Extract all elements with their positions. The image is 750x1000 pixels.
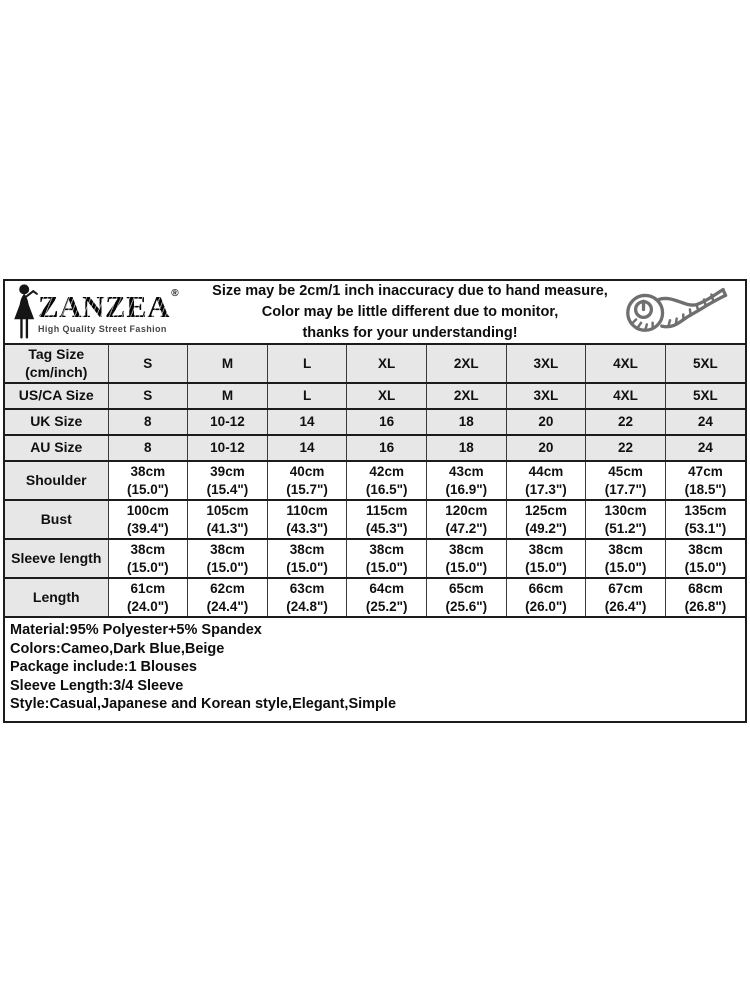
cell-value: (18.5") xyxy=(684,481,727,497)
brand-logo xyxy=(11,283,207,341)
cell-length-xl xyxy=(347,578,427,616)
cell-value: L xyxy=(302,388,312,404)
size-table xyxy=(5,345,745,616)
measuring-tape-icon xyxy=(613,283,737,341)
cell-value: 22 xyxy=(618,440,634,456)
cell-bust-xl xyxy=(347,500,427,539)
cell-shoulder-2xl xyxy=(427,461,507,500)
cell-us-ca-size-s xyxy=(108,383,188,409)
cell-value: 38cm xyxy=(130,464,166,479)
cell-value: (41.3") xyxy=(206,520,249,536)
cell-value: (51.2") xyxy=(604,520,647,536)
cell-length-4xl xyxy=(586,578,666,616)
cell-uk-size-l xyxy=(267,409,347,435)
cell-value: 42cm xyxy=(369,464,404,479)
cell-value: (15.0") xyxy=(126,559,169,575)
row-label-line: US/CA Size xyxy=(18,387,94,404)
table-row-bust xyxy=(5,500,745,539)
cell-value: 4XL xyxy=(613,388,638,404)
cell-value: 8 xyxy=(144,440,152,456)
cell-bust-2xl xyxy=(427,500,507,539)
cell-sleeve-length-s xyxy=(108,539,188,578)
cell-value: M xyxy=(221,388,234,404)
cell-value: (24.4") xyxy=(206,598,249,614)
cell-shoulder-xl xyxy=(347,461,427,500)
header xyxy=(5,281,745,345)
cell-value: (25.2") xyxy=(365,598,408,614)
cell-value: 65cm xyxy=(449,581,484,596)
cell-value: 44cm xyxy=(528,464,564,479)
cell-au-size-m xyxy=(188,435,268,461)
disclaimer-line-1: Size may be 2cm/1 inch inaccuracy due to hand measure, xyxy=(212,282,608,299)
cell-value: 62cm xyxy=(210,581,245,596)
cell-value: 45cm xyxy=(608,464,643,479)
cell-value: (17.3") xyxy=(525,481,567,497)
cell-length-5xl xyxy=(665,578,745,616)
row-label-line: Bust xyxy=(40,510,72,527)
cell-value: 5XL xyxy=(693,388,718,404)
cell-value: 10-12 xyxy=(210,414,245,430)
cell-au-size-3xl xyxy=(506,435,586,461)
material-line: Material:95% Polyester+5% Spandex xyxy=(10,622,262,638)
registered-trademark-mark: ® xyxy=(171,287,179,299)
cell-length-2xl xyxy=(427,578,507,616)
cell-uk-size-m xyxy=(188,409,268,435)
cell-sleeve-length-l xyxy=(267,539,347,578)
cell-value: 100cm xyxy=(126,503,169,518)
cell-shoulder-4xl xyxy=(586,461,666,500)
cell-sleeve-length-xl xyxy=(347,539,427,578)
cell-au-size-5xl xyxy=(665,435,745,461)
size-chart-panel xyxy=(3,279,747,723)
cell-value: 64cm xyxy=(369,581,404,596)
cell-value: (47.2") xyxy=(445,520,488,536)
cell-value: (25.6") xyxy=(445,598,488,614)
cell-value: 125cm xyxy=(524,503,567,518)
cell-value: (15.0") xyxy=(126,481,169,497)
cell-value: (16.5") xyxy=(365,481,408,497)
cell-value: S xyxy=(143,388,153,404)
row-label-line: Sleeve length xyxy=(11,549,102,566)
style-line: Style:Casual,Japanese and Korean style,Elegant,Simple xyxy=(10,696,397,713)
cell-tag-size-l xyxy=(267,345,347,383)
cell-value: 18 xyxy=(458,414,474,430)
brand-tagline: High Quality Street Fashion xyxy=(38,323,167,334)
cell-value: 38cm xyxy=(449,542,484,557)
colors-line: Colors:Cameo,Dark Blue,Beige xyxy=(10,640,225,657)
sleeve-length-line: Sleeve Length:3/4 Sleeve xyxy=(10,677,184,694)
disclaimer-text xyxy=(207,281,613,344)
row-label-tag-size xyxy=(5,345,108,383)
cell-value: M xyxy=(221,355,234,371)
cell-value: (15.7") xyxy=(286,481,328,497)
cell-value: 20 xyxy=(538,414,554,430)
table-row-sleeve-length xyxy=(5,539,745,578)
disclaimer-line-2: Color may be little different due to monitor, xyxy=(261,303,559,320)
cell-value: (15.0") xyxy=(365,559,408,575)
cell-value: 120cm xyxy=(445,503,488,518)
cell-uk-size-3xl xyxy=(506,409,586,435)
cell-value: 24 xyxy=(697,440,713,456)
cell-value: 38cm xyxy=(130,542,166,557)
cell-au-size-s xyxy=(108,435,188,461)
cell-uk-size-xl xyxy=(347,409,427,435)
cell-value: (15.4") xyxy=(206,481,249,497)
cell-tag-size-3xl xyxy=(506,345,586,383)
cell-shoulder-s xyxy=(108,461,188,500)
cell-us-ca-size-5xl xyxy=(665,383,745,409)
woman-silhouette-icon xyxy=(11,283,41,341)
cell-value: (53.1") xyxy=(684,520,727,536)
cell-shoulder-m xyxy=(188,461,268,500)
cell-value: (15.0") xyxy=(684,559,727,575)
cell-value: 38cm xyxy=(528,542,564,557)
cell-value: 24 xyxy=(697,414,713,430)
cell-value: 135cm xyxy=(684,503,727,518)
cell-value: (26.4") xyxy=(604,598,647,614)
table-row-uk-size xyxy=(5,409,745,435)
cell-value: 20 xyxy=(538,440,554,456)
cell-length-l xyxy=(267,578,347,616)
cell-value: 14 xyxy=(299,440,315,456)
cell-us-ca-size-xl xyxy=(347,383,427,409)
cell-value: 115cm xyxy=(366,503,408,518)
table-row-au-size xyxy=(5,435,745,461)
cell-shoulder-l xyxy=(267,461,347,500)
cell-value: (49.2") xyxy=(525,520,567,536)
cell-value: 67cm xyxy=(608,581,643,596)
cell-tag-size-2xl xyxy=(427,345,507,383)
cell-value: 16 xyxy=(379,440,395,456)
cell-tag-size-5xl xyxy=(665,345,745,383)
cell-value: (43.3") xyxy=(286,520,328,536)
cell-value: 5XL xyxy=(693,355,718,371)
cell-value: (15.0") xyxy=(604,559,647,575)
cell-value: XL xyxy=(378,388,396,404)
cell-value: (15.0") xyxy=(286,559,328,575)
cell-us-ca-size-4xl xyxy=(586,383,666,409)
cell-us-ca-size-l xyxy=(267,383,347,409)
cell-sleeve-length-4xl xyxy=(586,539,666,578)
cell-value: 38cm xyxy=(210,542,245,557)
cell-bust-5xl xyxy=(665,500,745,539)
row-label-us-ca-size xyxy=(5,383,108,409)
cell-length-s xyxy=(108,578,188,616)
cell-value: 38cm xyxy=(608,542,643,557)
cell-length-m xyxy=(188,578,268,616)
disclaimer-line-3: thanks for your understanding! xyxy=(302,324,518,341)
cell-au-size-4xl xyxy=(586,435,666,461)
cell-value: XL xyxy=(378,355,396,371)
cell-au-size-2xl xyxy=(427,435,507,461)
cell-value: 105cm xyxy=(206,503,249,518)
cell-tag-size-m xyxy=(188,345,268,383)
cell-value: (15.0") xyxy=(206,559,249,575)
table-row-shoulder xyxy=(5,461,745,500)
cell-bust-l xyxy=(267,500,347,539)
cell-value: 39cm xyxy=(210,464,245,479)
row-label-sleeve-length xyxy=(5,539,108,578)
cell-au-size-xl xyxy=(347,435,427,461)
row-label-line: AU Size xyxy=(30,439,83,456)
cell-value: (17.7") xyxy=(604,481,647,497)
cell-value: (45.3") xyxy=(365,520,408,536)
cell-value: (26.8") xyxy=(684,598,727,614)
cell-sleeve-length-2xl xyxy=(427,539,507,578)
cell-value: 3XL xyxy=(533,388,559,404)
cell-value: (24.8") xyxy=(286,598,328,614)
cell-bust-3xl xyxy=(506,500,586,539)
cell-value: (15.0") xyxy=(525,559,567,575)
cell-tag-size-s xyxy=(108,345,188,383)
cell-value: (15.0") xyxy=(445,559,488,575)
product-info xyxy=(5,616,745,721)
cell-value: (26.0") xyxy=(525,598,567,614)
cell-au-size-l xyxy=(267,435,347,461)
cell-value: 40cm xyxy=(289,464,325,479)
cell-value: 3XL xyxy=(533,355,559,371)
cell-value: S xyxy=(143,355,153,371)
cell-value: 47cm xyxy=(688,464,723,479)
cell-value: 63cm xyxy=(289,581,325,596)
cell-value: 10-12 xyxy=(210,440,245,456)
cell-shoulder-5xl xyxy=(665,461,745,500)
table-row-tag-size xyxy=(5,345,745,383)
cell-value: (16.9") xyxy=(445,481,488,497)
cell-uk-size-4xl xyxy=(586,409,666,435)
cell-us-ca-size-2xl xyxy=(427,383,507,409)
cell-uk-size-s xyxy=(108,409,188,435)
row-label-line: Tag Size xyxy=(28,346,85,362)
cell-sleeve-length-5xl xyxy=(665,539,745,578)
cell-bust-4xl xyxy=(586,500,666,539)
cell-value: 8 xyxy=(144,414,152,430)
package-line: Package include:1 Blouses xyxy=(10,659,197,676)
cell-sleeve-length-3xl xyxy=(506,539,586,578)
cell-value: 4XL xyxy=(613,355,638,371)
row-label-shoulder xyxy=(5,461,108,500)
row-label-line: UK Size xyxy=(30,413,83,430)
row-label-bust xyxy=(5,500,108,539)
row-label-line: Shoulder xyxy=(25,471,87,488)
cell-value: 2XL xyxy=(453,388,479,404)
cell-value: 130cm xyxy=(604,503,647,518)
cell-uk-size-5xl xyxy=(665,409,745,435)
size-table-body xyxy=(5,345,745,616)
cell-uk-size-2xl xyxy=(427,409,507,435)
cell-value: 14 xyxy=(299,414,315,430)
cell-bust-s xyxy=(108,500,188,539)
row-label-uk-size xyxy=(5,409,108,435)
row-label-length xyxy=(5,578,108,616)
cell-value: 68cm xyxy=(688,581,723,596)
row-label-line: Length xyxy=(32,588,80,605)
brand-wordmark-block xyxy=(38,287,179,334)
cell-value: 38cm xyxy=(369,542,404,557)
cell-tag-size-xl xyxy=(347,345,427,383)
brand-wordmark: ZANZEA xyxy=(38,288,171,324)
table-row-us-ca-size xyxy=(5,383,745,409)
cell-value: (24.0") xyxy=(126,598,169,614)
cell-value: (39.4") xyxy=(126,520,169,536)
cell-bust-m xyxy=(188,500,268,539)
cell-value: 38cm xyxy=(688,542,723,557)
cell-value: 22 xyxy=(618,414,634,430)
row-label-line: (cm/inch) xyxy=(25,363,88,380)
cell-us-ca-size-3xl xyxy=(506,383,586,409)
cell-value: 110cm xyxy=(286,503,328,518)
cell-value: 61cm xyxy=(130,581,166,596)
cell-value: L xyxy=(302,355,312,371)
table-row-length xyxy=(5,578,745,616)
cell-shoulder-3xl xyxy=(506,461,586,500)
cell-value: 66cm xyxy=(528,581,564,596)
cell-value: 18 xyxy=(458,440,474,456)
cell-value: 43cm xyxy=(449,464,484,479)
cell-value: 2XL xyxy=(453,355,479,371)
cell-us-ca-size-m xyxy=(188,383,268,409)
cell-length-3xl xyxy=(506,578,586,616)
cell-value: 16 xyxy=(379,414,395,430)
cell-value: 38cm xyxy=(289,542,325,557)
cell-tag-size-4xl xyxy=(586,345,666,383)
row-label-au-size xyxy=(5,435,108,461)
cell-sleeve-length-m xyxy=(188,539,268,578)
